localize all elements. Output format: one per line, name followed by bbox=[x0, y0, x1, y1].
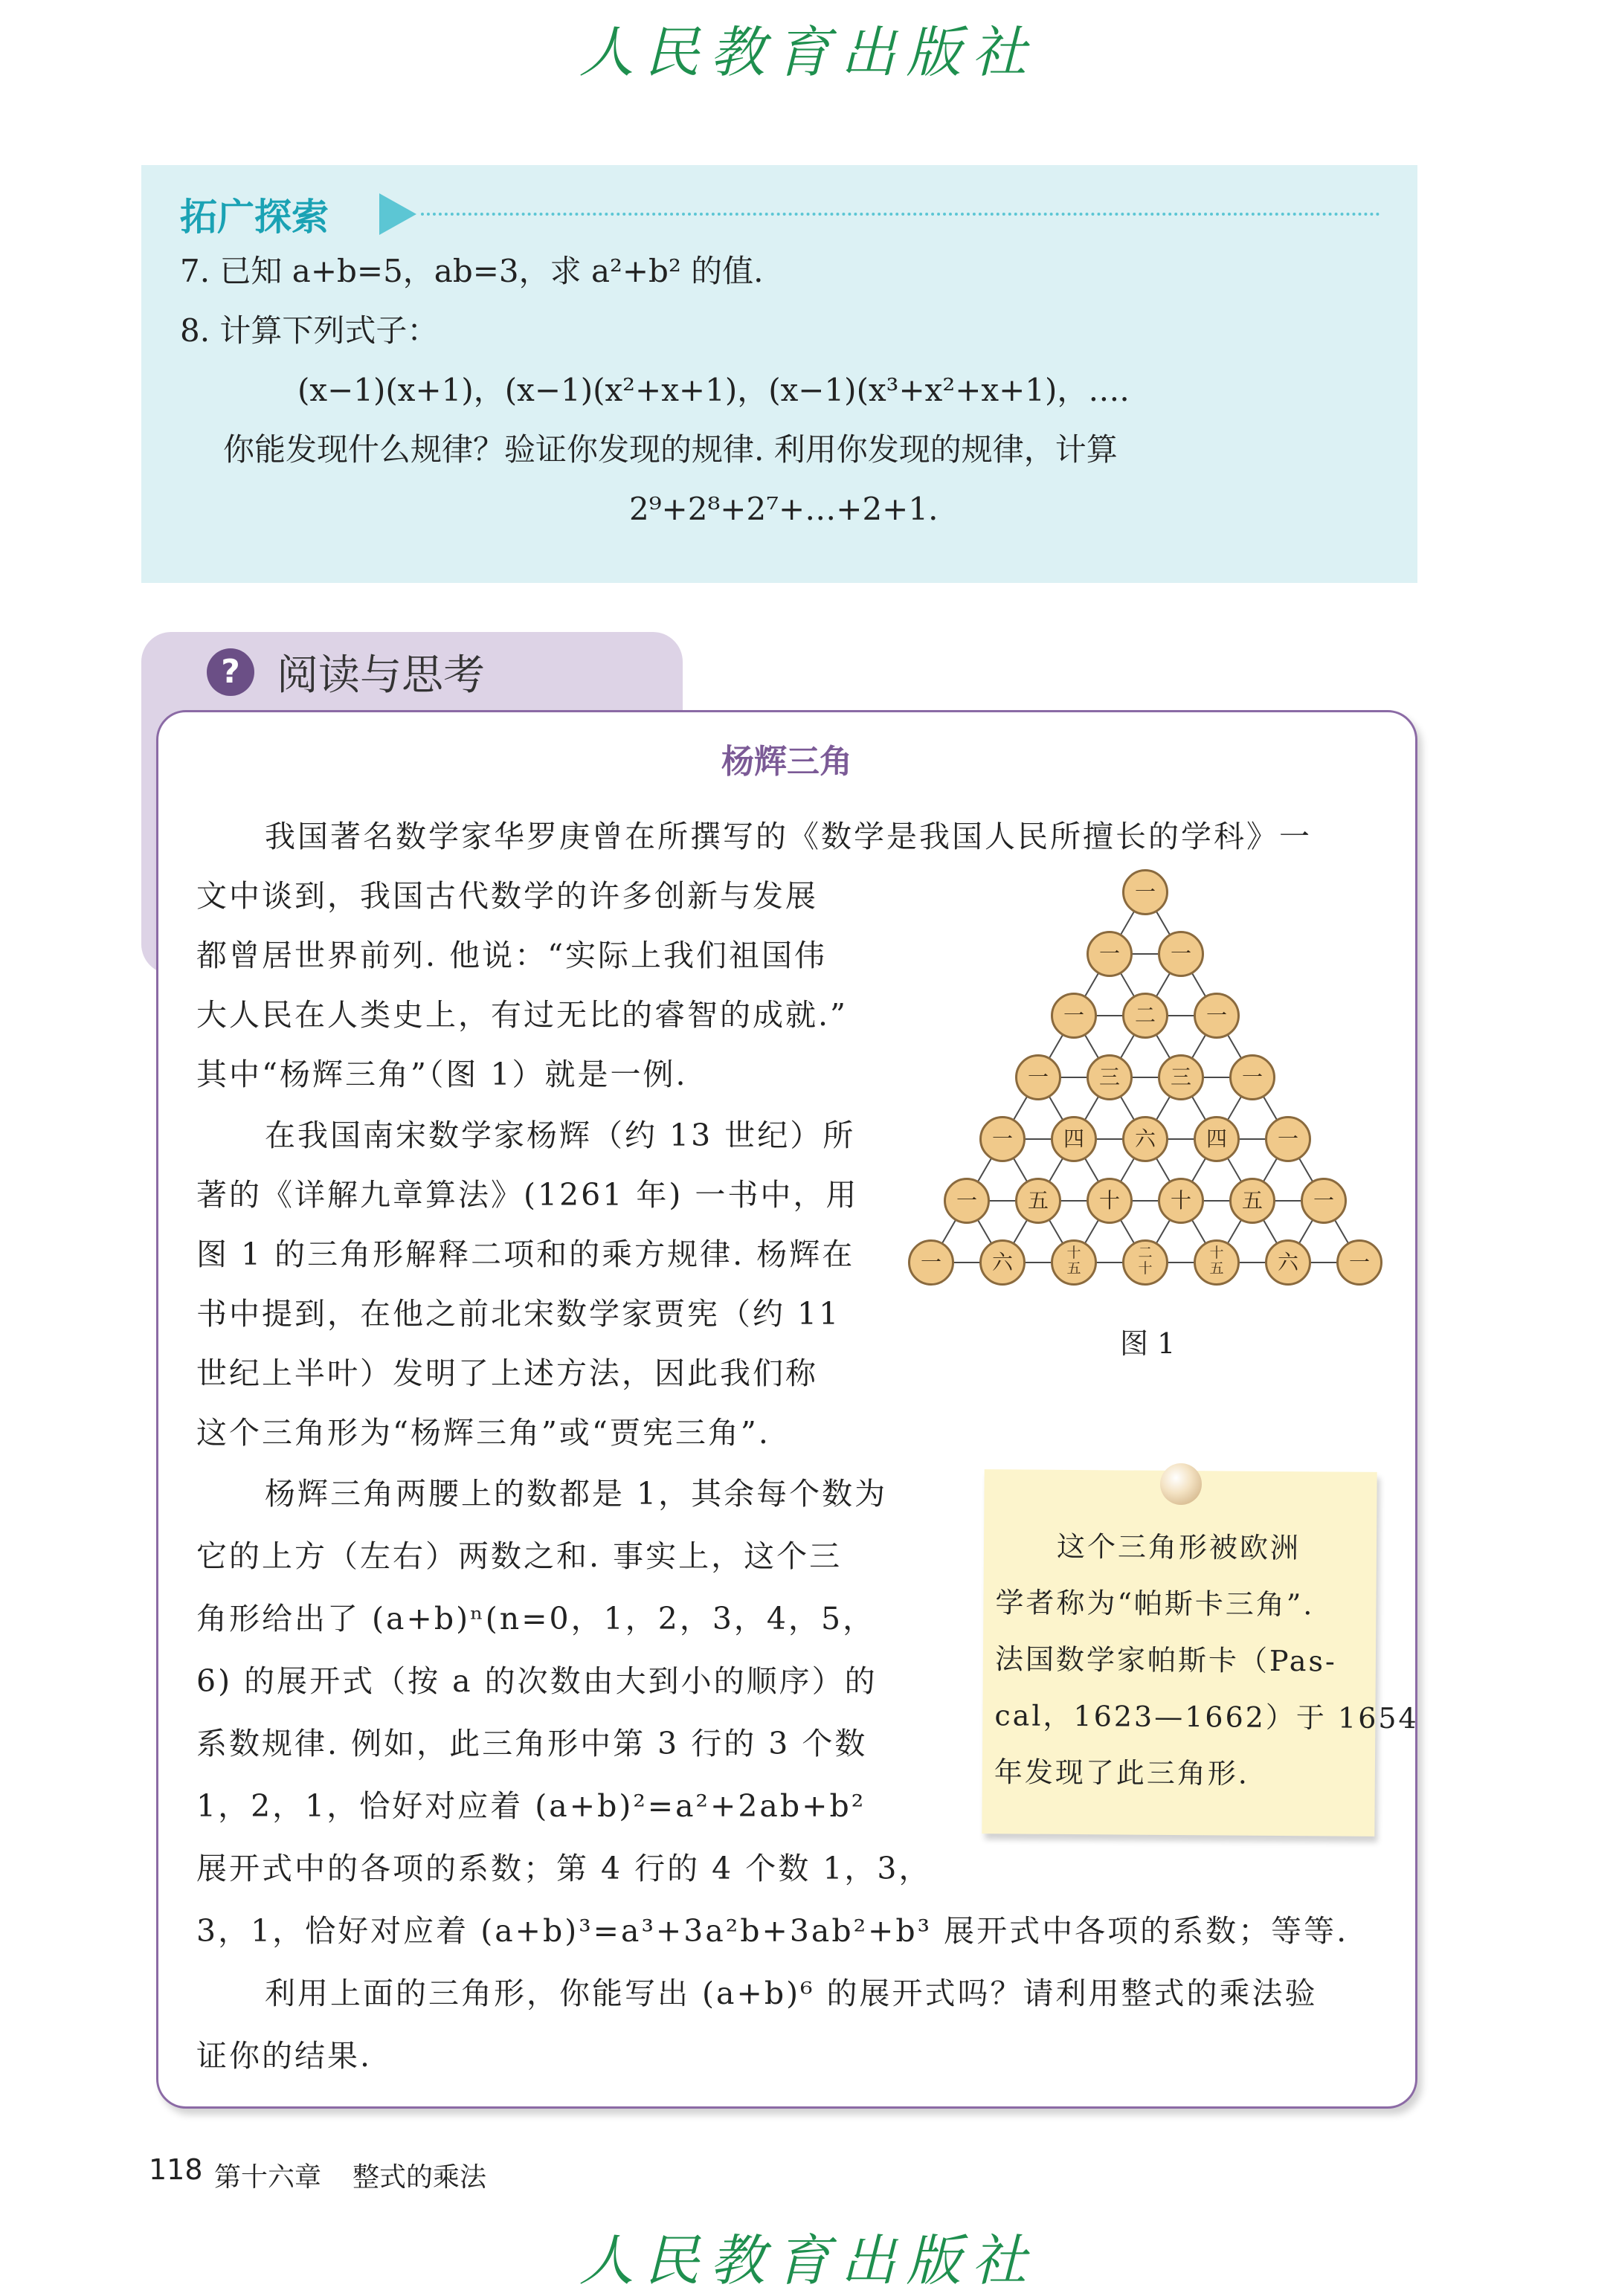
yanghui-triangle-figure bbox=[892, 862, 1398, 1309]
publisher-watermark-bottom: 人民教育出版社 bbox=[579, 2229, 1037, 2293]
text-line: 大人民在人类史上，有过无比的睿智的成就.” bbox=[196, 997, 848, 1033]
triangle-node-char: 十 bbox=[1138, 1260, 1153, 1277]
side-note bbox=[982, 1469, 1419, 1837]
triangle-node bbox=[1122, 1239, 1168, 1286]
triangle-node-char: 五 bbox=[1209, 1260, 1224, 1277]
triangle-node: 五 bbox=[1229, 1178, 1275, 1224]
text-line: 著的《详解九章算法》(1261 年) 一书中，用 bbox=[196, 1177, 859, 1213]
text-line: 证你的结果. bbox=[196, 2038, 373, 2074]
triangle-node: 三 bbox=[1087, 1054, 1133, 1100]
triangle-node: 六 bbox=[979, 1239, 1026, 1286]
triangle-node: 一 bbox=[979, 1116, 1026, 1162]
triangle-node: 十 bbox=[1087, 1178, 1133, 1224]
text-line: 系数规律. 例如，此三角形中第 3 行的 3 个数 bbox=[196, 1726, 868, 1761]
triangle-node: 四 bbox=[1051, 1116, 1097, 1162]
note-line: cal，1623—1662）于 1654 bbox=[994, 1699, 1419, 1735]
question-8: 8. 计算下列式子： bbox=[180, 312, 439, 349]
text-line: 6) 的展开式（按 a 的次数由大到小的顺序）的 bbox=[196, 1663, 878, 1699]
text-line: 在我国南宋数学家杨辉（约 13 世纪）所 bbox=[265, 1118, 856, 1153]
triangle-node-char: 十 bbox=[1209, 1245, 1224, 1261]
figure-caption: 图 1 bbox=[1120, 1327, 1176, 1360]
chapter-label: 第十六章 bbox=[214, 2162, 322, 2193]
triangle-node: 十 bbox=[1158, 1178, 1204, 1224]
triangle-node: 三 bbox=[1158, 1054, 1204, 1100]
chapter-title: 整式的乘法 bbox=[353, 2162, 487, 2193]
triangle-node: 一 bbox=[1087, 931, 1133, 977]
triangle-node: 一 bbox=[1015, 1054, 1061, 1100]
publisher-watermark-top: 人民教育出版社 bbox=[579, 21, 1037, 85]
triangle-node: 一 bbox=[1122, 869, 1168, 915]
triangle-node bbox=[1051, 1239, 1097, 1286]
question-8-sum: 2⁹+2⁸+2⁷+…+2+1. bbox=[629, 491, 939, 527]
text-line: 书中提到，在他之前北宋数学家贾宪（约 11 bbox=[196, 1296, 841, 1332]
text-line: 利用上面的三角形，你能写出 (a+b)⁶ 的展开式吗？请利用整式的乘法验 bbox=[265, 1976, 1318, 2011]
question-8-ask: 你能发现什么规律？验证你发现的规律. 利用你发现的规律，计算 bbox=[223, 431, 1118, 468]
triangle-node: 二 bbox=[1122, 993, 1168, 1039]
explore-section bbox=[141, 165, 1417, 583]
explore-title: 拓广探索 bbox=[180, 196, 329, 239]
note-line: 法国数学家帕斯卡（Pas- bbox=[994, 1642, 1337, 1678]
triangle-node: 一 bbox=[1301, 1178, 1347, 1224]
text-line: 我国著名数学家华罗庚曾在所撰写的《数学是我国人民所擅长的学科》一 bbox=[265, 819, 1312, 854]
triangle-node: 一 bbox=[1158, 931, 1204, 977]
page-number: 118 bbox=[149, 2153, 203, 2186]
note-line: 这个三角形被欧洲 bbox=[1056, 1529, 1301, 1565]
triangle-node-char: 五 bbox=[1066, 1260, 1081, 1277]
triangle-node: 四 bbox=[1194, 1116, 1240, 1162]
triangle-node: 六 bbox=[1122, 1116, 1168, 1162]
reading-title: 杨辉三角 bbox=[721, 743, 852, 781]
triangle-node: 一 bbox=[1265, 1116, 1311, 1162]
question-icon: ? bbox=[207, 648, 254, 696]
triangle-node: 一 bbox=[1194, 993, 1240, 1039]
text-line: 世纪上半叶）发明了上述方法，因此我们称 bbox=[196, 1355, 818, 1391]
text-line: 其中“杨辉三角”（图 1）就是一例. bbox=[196, 1057, 688, 1092]
triangle-node-char: 十 bbox=[1066, 1245, 1081, 1261]
triangle-node: 一 bbox=[1336, 1239, 1382, 1286]
text-line: 这个三角形为“杨辉三角”或“贾宪三角”. bbox=[196, 1415, 770, 1451]
play-arrow-icon bbox=[379, 193, 416, 235]
text-line: 它的上方（左右）两数之和. 事实上，这个三 bbox=[196, 1538, 843, 1574]
note-line: 年发现了此三角形. bbox=[994, 1755, 1250, 1790]
question-7: 7. 已知 a+b=5，ab=3，求 a²+b² 的值. bbox=[180, 253, 764, 289]
note-line: 学者称为“帕斯卡三角”. bbox=[995, 1586, 1315, 1622]
triangle-node-char: 二 bbox=[1138, 1245, 1153, 1261]
text-line: 3，1，恰好对应着 (a+b)³=a³+3a²b+3ab²+b³ 展开式中各项的系数；等等. bbox=[196, 1913, 1349, 1949]
text-line: 文中谈到，我国古代数学的许多创新与发展 bbox=[196, 878, 818, 914]
reading-heading: 阅读与思考 bbox=[277, 651, 485, 700]
pushpin-icon bbox=[1160, 1463, 1202, 1505]
text-line: 角形给出了 (a+b)ⁿ(n=0，1，2，3，4，5， bbox=[196, 1601, 876, 1636]
triangle-node: 一 bbox=[1229, 1054, 1275, 1100]
text-line: 图 1 的三角形解释二项和的乘方规律. 杨辉在 bbox=[196, 1236, 855, 1272]
triangle-node: 五 bbox=[1015, 1178, 1061, 1224]
text-line: 杨辉三角两腰上的数都是 1，其余每个数为 bbox=[265, 1476, 888, 1512]
triangle-node bbox=[1194, 1239, 1240, 1286]
triangle-node: 一 bbox=[1051, 993, 1097, 1039]
text-line: 展开式中的各项的系数；第 4 行的 4 个数 1，3， bbox=[196, 1851, 932, 1886]
question-8-expressions: (x−1)(x+1)，(x−1)(x²+x+1)，(x−1)(x³+x²+x+1)，…. bbox=[297, 372, 1130, 408]
triangle-node: 一 bbox=[944, 1178, 990, 1224]
text-line: 1，2，1，恰好对应着 (a+b)²=a²+2ab+b² bbox=[196, 1788, 866, 1824]
triangle-node: 一 bbox=[908, 1239, 954, 1286]
triangle-node: 六 bbox=[1265, 1239, 1311, 1286]
text-line: 都曾居世界前列. 他说：“实际上我们祖国伟 bbox=[196, 938, 828, 973]
dotted-divider bbox=[421, 213, 1380, 216]
